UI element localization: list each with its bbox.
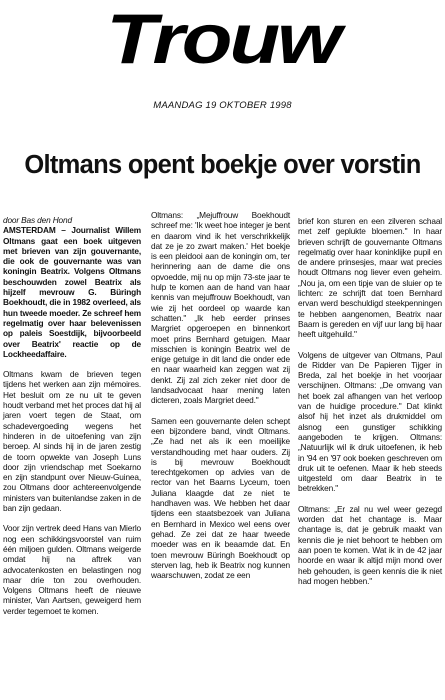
dateline: MAANDAG 19 OKTOBER 1998 xyxy=(153,100,292,111)
article-column-1 xyxy=(3,215,141,626)
article-lead: AMSTERDAM – Journalist Willem Oltmans gaat een boek uitgeven met brieven van zijn gouvernante, die ook de gouvernante was van koningin Beatrix. Volgens Oltmans beschouwden zowel Beatrix als hijzelf mevrouw G. Büringh Boekhoudt, die in 1982 overleed, als hun tweede moeder. Ze schreef hem regelmatig over haar belevenissen op paleis Soestdijk, bijvoorbeeld over Beatrix' reactie op de Lockheedaffaire. xyxy=(3,225,141,359)
article-column-3 xyxy=(298,216,442,596)
paragraph: Samen een gouvernante delen schept een bijzondere band, vindt Oltmans. „Ze had net als ik een moeilijke verstandhouding met haar ouders. Zij is bij mevrouw Boekhoudt terechtgekomen op advies van de rector van het Baarns Lyceum, toen Juliana klaagde dat ze niet te handhaven was. We hebben het daar tijdens een staatsbezoek van Juliana en Bernhard in Mexico wel eens over gehad. Ze zei dat ze haar tweede moeder was en ik beaamde dat. En toen mevrouw Büringh Boekhoudt op sterven lag, heb ik Beatrix nog kunnen waarschuwen, zodat ze een xyxy=(151,415,290,581)
masthead-logo: Trouw xyxy=(106,0,339,79)
paragraph: Oltmans: „Mejuffrouw Boekhoudt schreef me: 'Ik weet hoe integer je bent en daarom vind ik het verschrikkelijk dat ze je zo zwart maken.' Het boekje is een pleidooi aan de koningin om, ter herinnering aan de dame die ons opvoedde, mij nu op mijn 73-ste jaar te hulp te komen aan de hand van haar kennis van mejuffrouw Boekhoudt, van wie zij het oordeel op waarde kan schatten." „Ik heb eerder prinses Margriet opgeroepen en binnenkort moet prins Bernhard getuigen. Maar misschien is koningin Beatrix wel de enige getuige in dit land die onder ede en naar waarheid kan zeggen wat zij denkt. Zij zal zich zeker niet door de landsadvocaat haar mening laten dicteren, zoals Margriet deed." xyxy=(151,210,290,406)
paragraph: Oltmans kwam de brieven tegen tijdens het werken aan zijn mémoires. Het besluit om ze nu uit te geven houdt verband met het proces dat hij al jaren voert tegen de Staat, om schadevergoeding wegens het hinderen in de uitoefening van zijn beroep. Al sinds hij in de jaren zestig de toorn opwekte van Joseph Luns door zijn vriendschap met Soekarno en zijn standpunt over Nieuw-Guinea, zou Oltmans door achtereenvolgende ministers van buitenlandse zaken in de ban zijn gedaan. xyxy=(3,369,141,514)
article-headline: Oltmans opent boekje over vorstin xyxy=(24,151,421,179)
paragraph: Voor zijn vertrek deed Hans van Mierlo nog een schikkingsvoorstel van ruim één miljoen gulden. Oltmans weigerde omdat hij na aftrek van advocatenkosten en belastingen nog maar drie ton zou overhouden. Volgens Oltmans heeft de nieuwe minister, Van Aartsen, geweigerd hem verder tegemoet te komen. xyxy=(3,523,141,616)
article-column-2 xyxy=(151,210,290,590)
paragraph: Oltmans: „Er zal nu wel weer gezegd worden dat het chantage is. Maar chantage is, dat je gebruik maakt van kennis die je niet behoort te hebben om aan poen te komen. Wat ik in de 42 jaar hoorde en waar ik altijd mijn mond over heb gehouden, is geen kennis die ik niet had mogen hebben." xyxy=(298,503,442,586)
paragraph: brief kon sturen en een zilveren schaal met zelf geplukte bloemen." In haar brieven schrijft de gouvernante Oltmans regelmatig over haar koninklijke pupil en de andere prinsesjes, maar wat precies houdt Oltmans nog liever even geheim. „Nou ja, om een tipje van de sluier op te lichten: ze schrijft dat toen Bernhard ervan werd beschuldigd steekpenningen te hebben aangenomen, Beatrix naar Baarn is gereden en vijf uur lang bij haar heeft uitgehuild." xyxy=(298,216,442,340)
paragraph: Volgens de uitgever van Oltmans, Paul de Ridder van De Papieren Tijger in Breda, zal het boekje in het voorjaar verschijnen. Oltmans: „De omvang van het boek zal afhangen van het verloop van de huidige procedure." Dat klinkt alsof hij het inzet als drukmiddel om alsnog een gunstiger schikking aangeboden te krijgen. Oltmans: „Natuurlijk wil ik druk uitoefenen, ik heb in '94 en '97 ook boeken geschreven om druk uit te oefenen. Maar ik heb steeds uitgesteld om daar Beatrix in te betrekken." xyxy=(298,349,442,494)
byline: door Bas den Hond xyxy=(3,215,72,225)
